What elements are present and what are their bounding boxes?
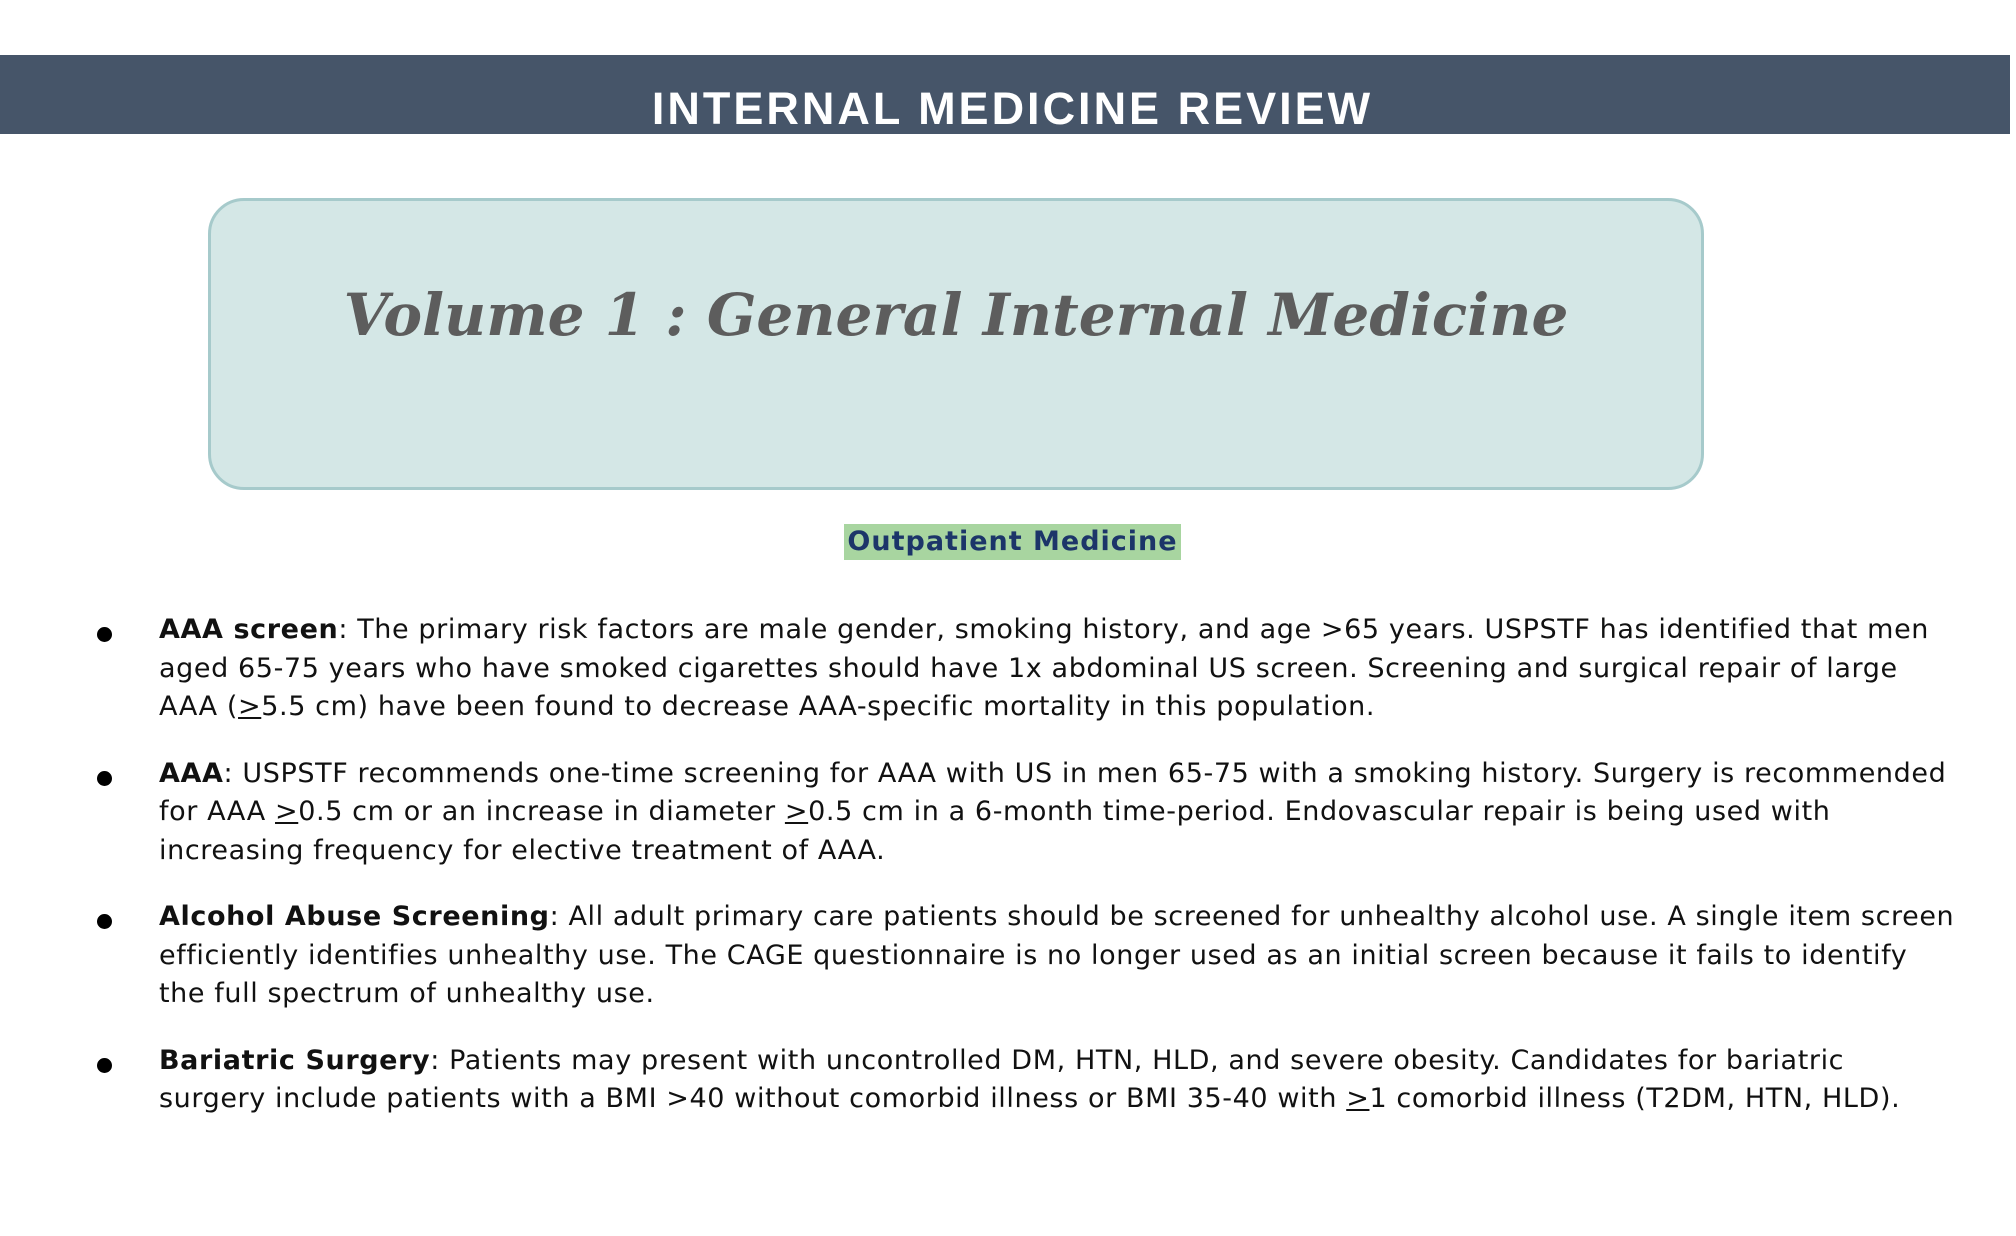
bullet-body: : The primary risk factors are male gender, smoking history, and age >65 years. USPSTF has identified that men aged 65-75 years who have smoked cigarettes should have 1x abdominal US screen. Screening and surgical repair of large AAA ( [159,614,1929,722]
bullet-body: : Patients may present with uncontrolled DM, HTN, HLD, and severe obesity. Candidates for bariatric surgery include patients with a BMI >40 without comorbid illness or BMI 35-40 with [159,1044,1845,1114]
bullet-body: 0.5 cm in a 6-month time-period. Endovascular repair is being used with increasing frequency for elective treatment of AAA. [159,796,1831,866]
bullet-term: AAA [159,757,224,789]
list-item [0,1042,2016,1119]
greater-equal-symbol: > [1346,1083,1370,1114]
bullet-dot-icon [97,1058,112,1073]
list-item [0,611,2016,727]
page-title: INTERNAL MEDICINE REVIEW [651,83,1374,134]
bullet-dot-icon [97,914,112,929]
bullet-term: Alcohol Abuse Screening [159,901,550,932]
section-heading: Outpatient Medicine [844,524,1180,560]
bullet-text [159,898,1959,1014]
bullet-body: 0.5 cm or an increase in diameter [298,796,785,827]
bullet-dot-icon [97,627,112,642]
bullet-text [159,611,1959,727]
section-heading-wrapper [0,524,2016,560]
bullet-term: AAA screen [159,614,339,645]
bullet-term: Bariatric Surgery [159,1044,431,1076]
bullet-text [159,755,1959,871]
greater-equal-symbol: > [238,691,262,722]
volume-title-box [208,198,1704,490]
list-item [0,755,2016,871]
bullet-dot-icon [97,771,112,786]
greater-equal-symbol: > [275,796,299,827]
bullet-body: 5.5 cm) have been found to decrease AAA-specific mortality in this population. [261,691,1376,722]
bullet-body: : USPSTF recommends one-time screening for AAA with US in men 65-75 with a smoking history. Surgery is recommended for AAA [159,757,1947,827]
list-item [0,898,2016,1014]
bullet-body: : All adult primary care patients should be screened for unhealthy alcohol use. A single item screen efficiently identifies unhealthy use. The CAGE questionnaire is no longer used as an initial screen because it fails to identify the full spectrum of unhealthy use. [159,901,1955,1009]
bullet-list [0,611,2016,1147]
volume-title: Volume 1 : General Internal Medicine [343,281,1569,349]
bullet-text [159,1042,1959,1119]
bullet-body: 1 comorbid illness (T2DM, HTN, HLD). [1369,1083,1901,1114]
greater-equal-symbol: > [784,796,809,827]
